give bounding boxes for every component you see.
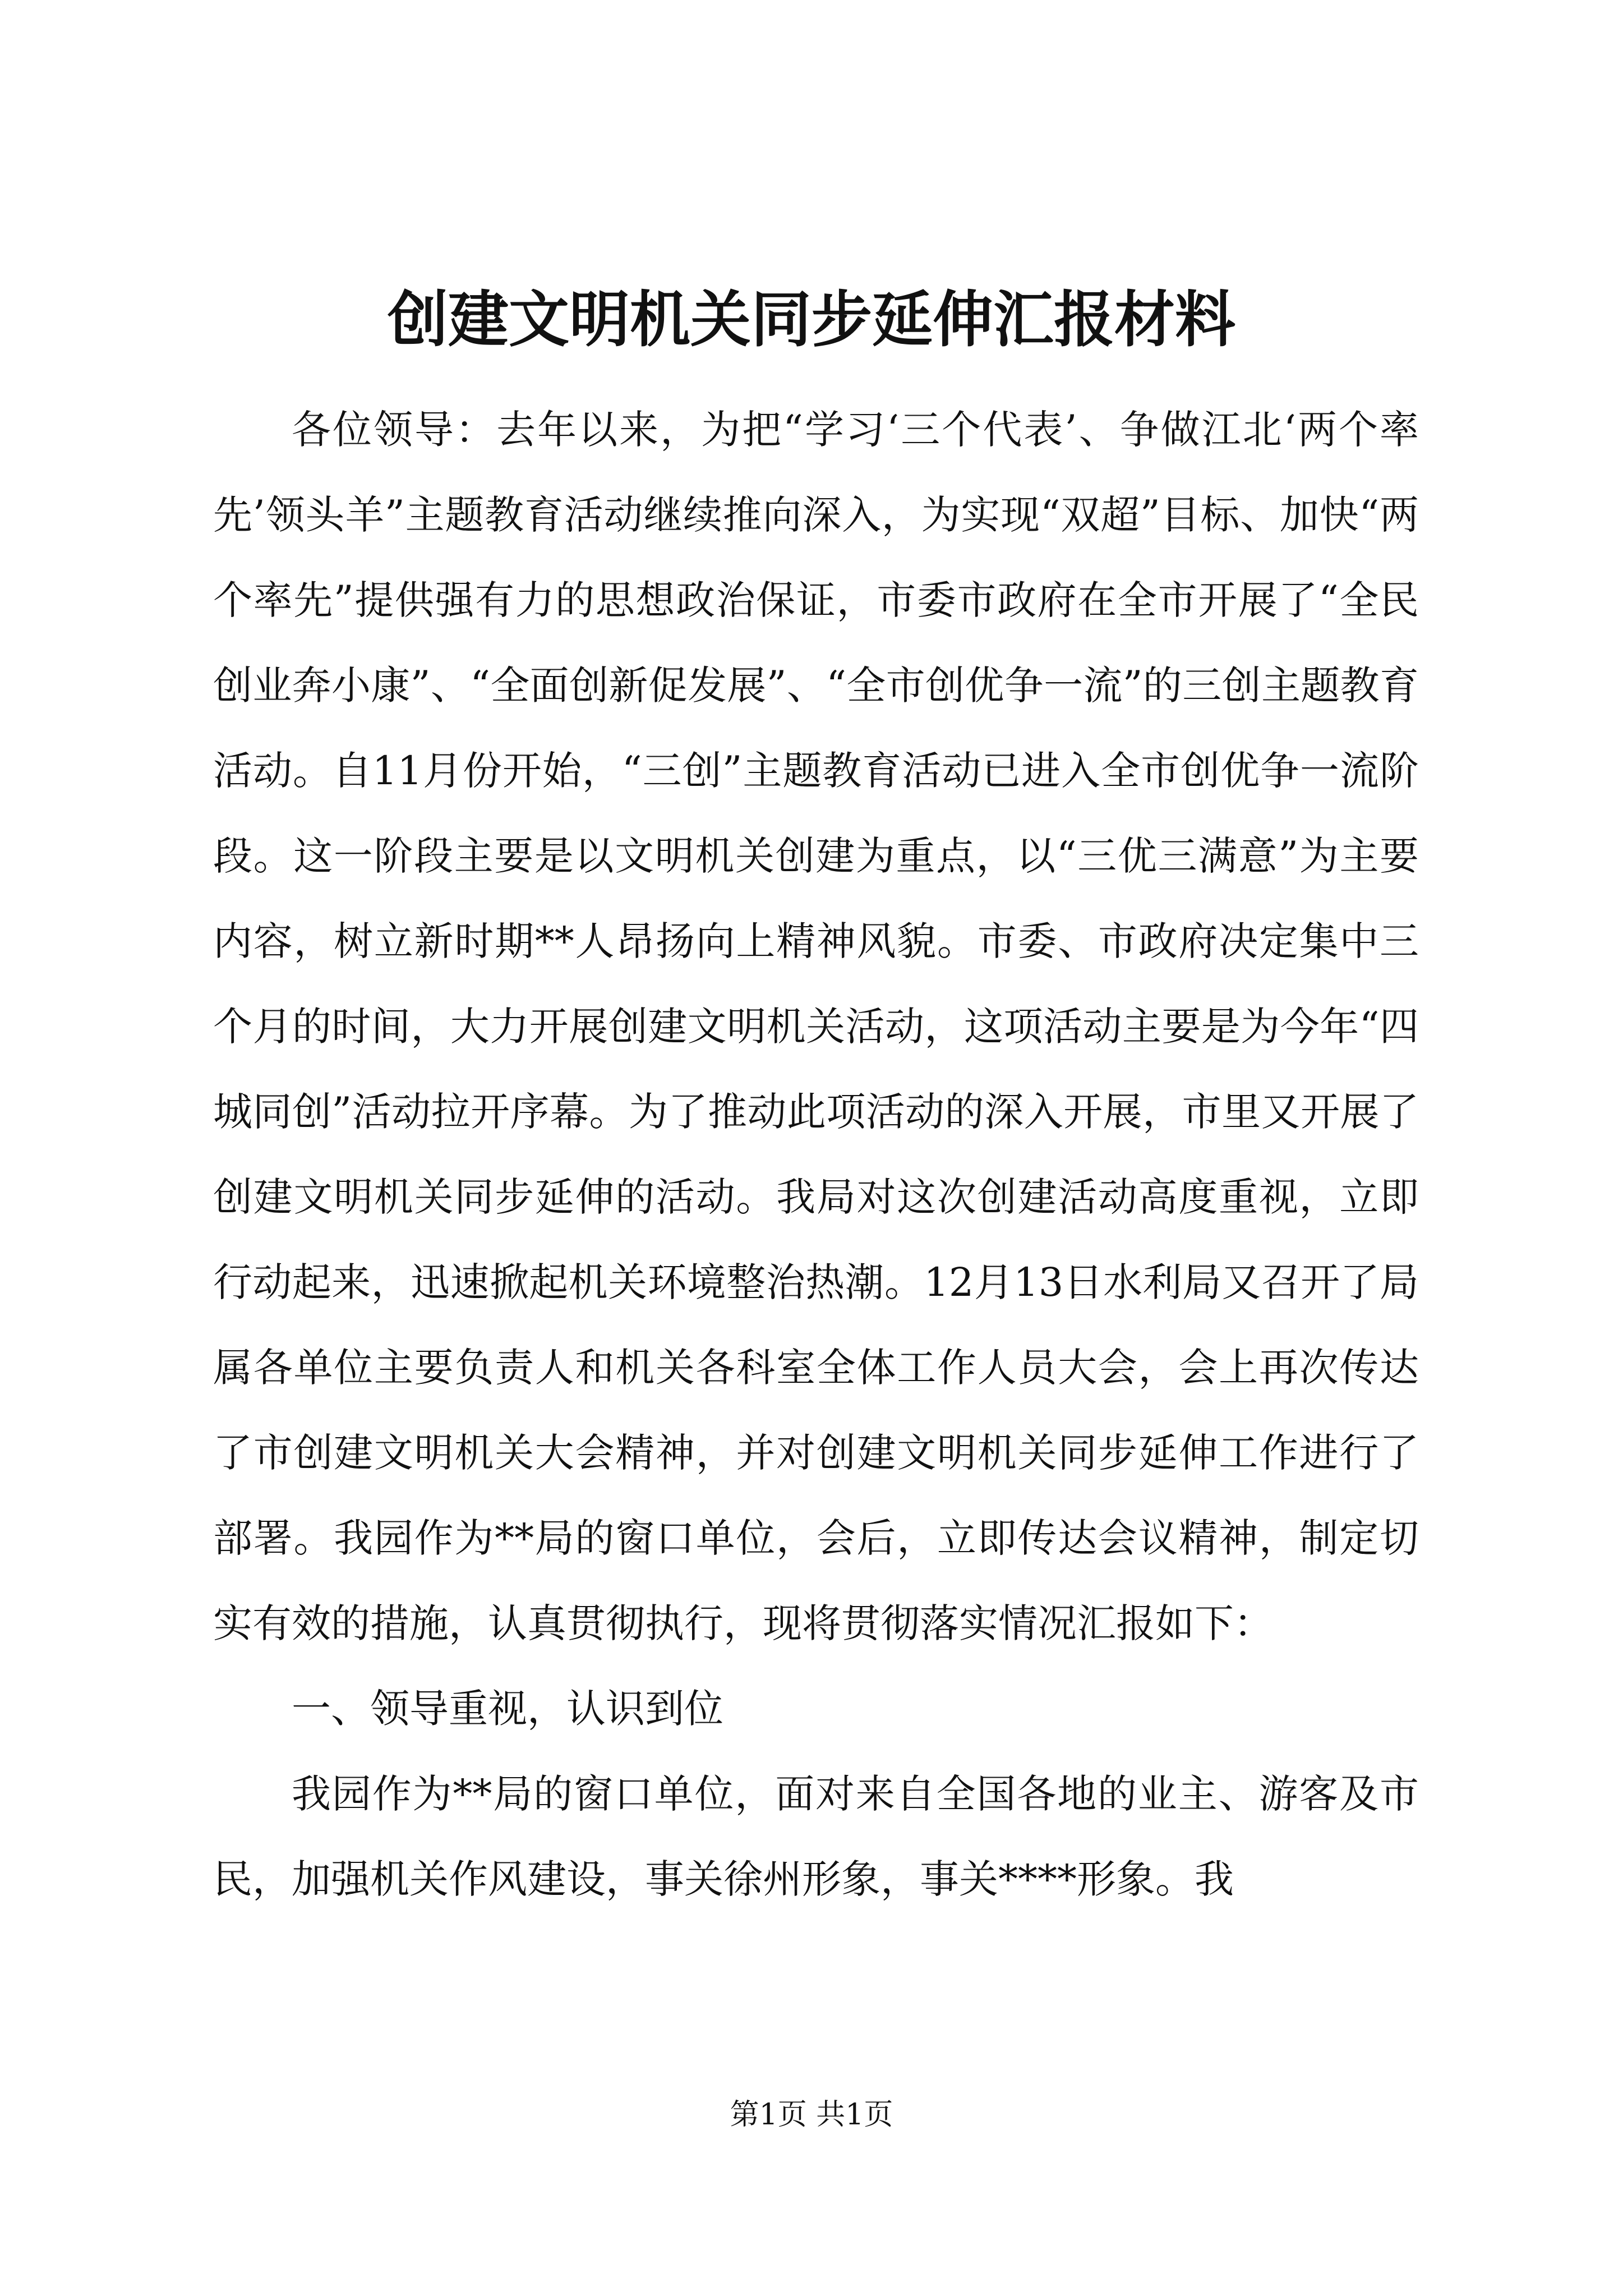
paragraph-intro: 各位领导：去年以来，为把“学习‘三个代表’、争做江北‘两个率先’领头羊”主题教育活动继续推向深入，为实现“双超”目标、加快“两个率先”提供强有力的思想政治保证，市委市政府在全市开展了“全民创业奔小康”、“全面创新促发展”、“全市创优争一流”的三创主题教育活动。自11月份开始，“三创”主题教育活动已进入全市创优争一流阶段。这一阶段主要是以文明机关创建为重点，以“三优三满意”为主要内容，树立新时期**人昂扬向上精神风貌。市委、市政府决定集中三个月的时间，大力开展创建文明机关活动，这项活动主要是为今年“四城同创”活动拉开序幕。为了推动此项活动的深入开展，市里又开展了创建文明机关同步延伸的活动。我局对这次创建活动高度重视，立即行动起来，迅速掀起机关环境整治热潮。12月13日水利局又召开了局属各单位主要负责人和机关各科室全体工作人员大会，会上再次传达了市创建文明机关大会精神，并对创建文明机关同步延伸工作进行了部署。我园作为**局的窗口单位，会后，立即传达会议精神，制定切实有效的措施，认真贯彻执行，现将贯彻落实情况汇报如下： — [213, 407, 1419, 1646]
page-footer: 第1页 共1页 — [730, 2098, 893, 2132]
document-body — [213, 387, 1419, 1922]
section-heading: 一、领导重视，认识到位 — [292, 1686, 723, 1732]
paragraph-section-one: 我园作为**局的窗口单位，面对来自全国各地的业主、游客及市民，加强机关作风建设，事关徐州形象，事关****形象。我 — [213, 1771, 1419, 1902]
document-title: 创建文明机关同步延伸汇报材料 — [387, 284, 1235, 355]
